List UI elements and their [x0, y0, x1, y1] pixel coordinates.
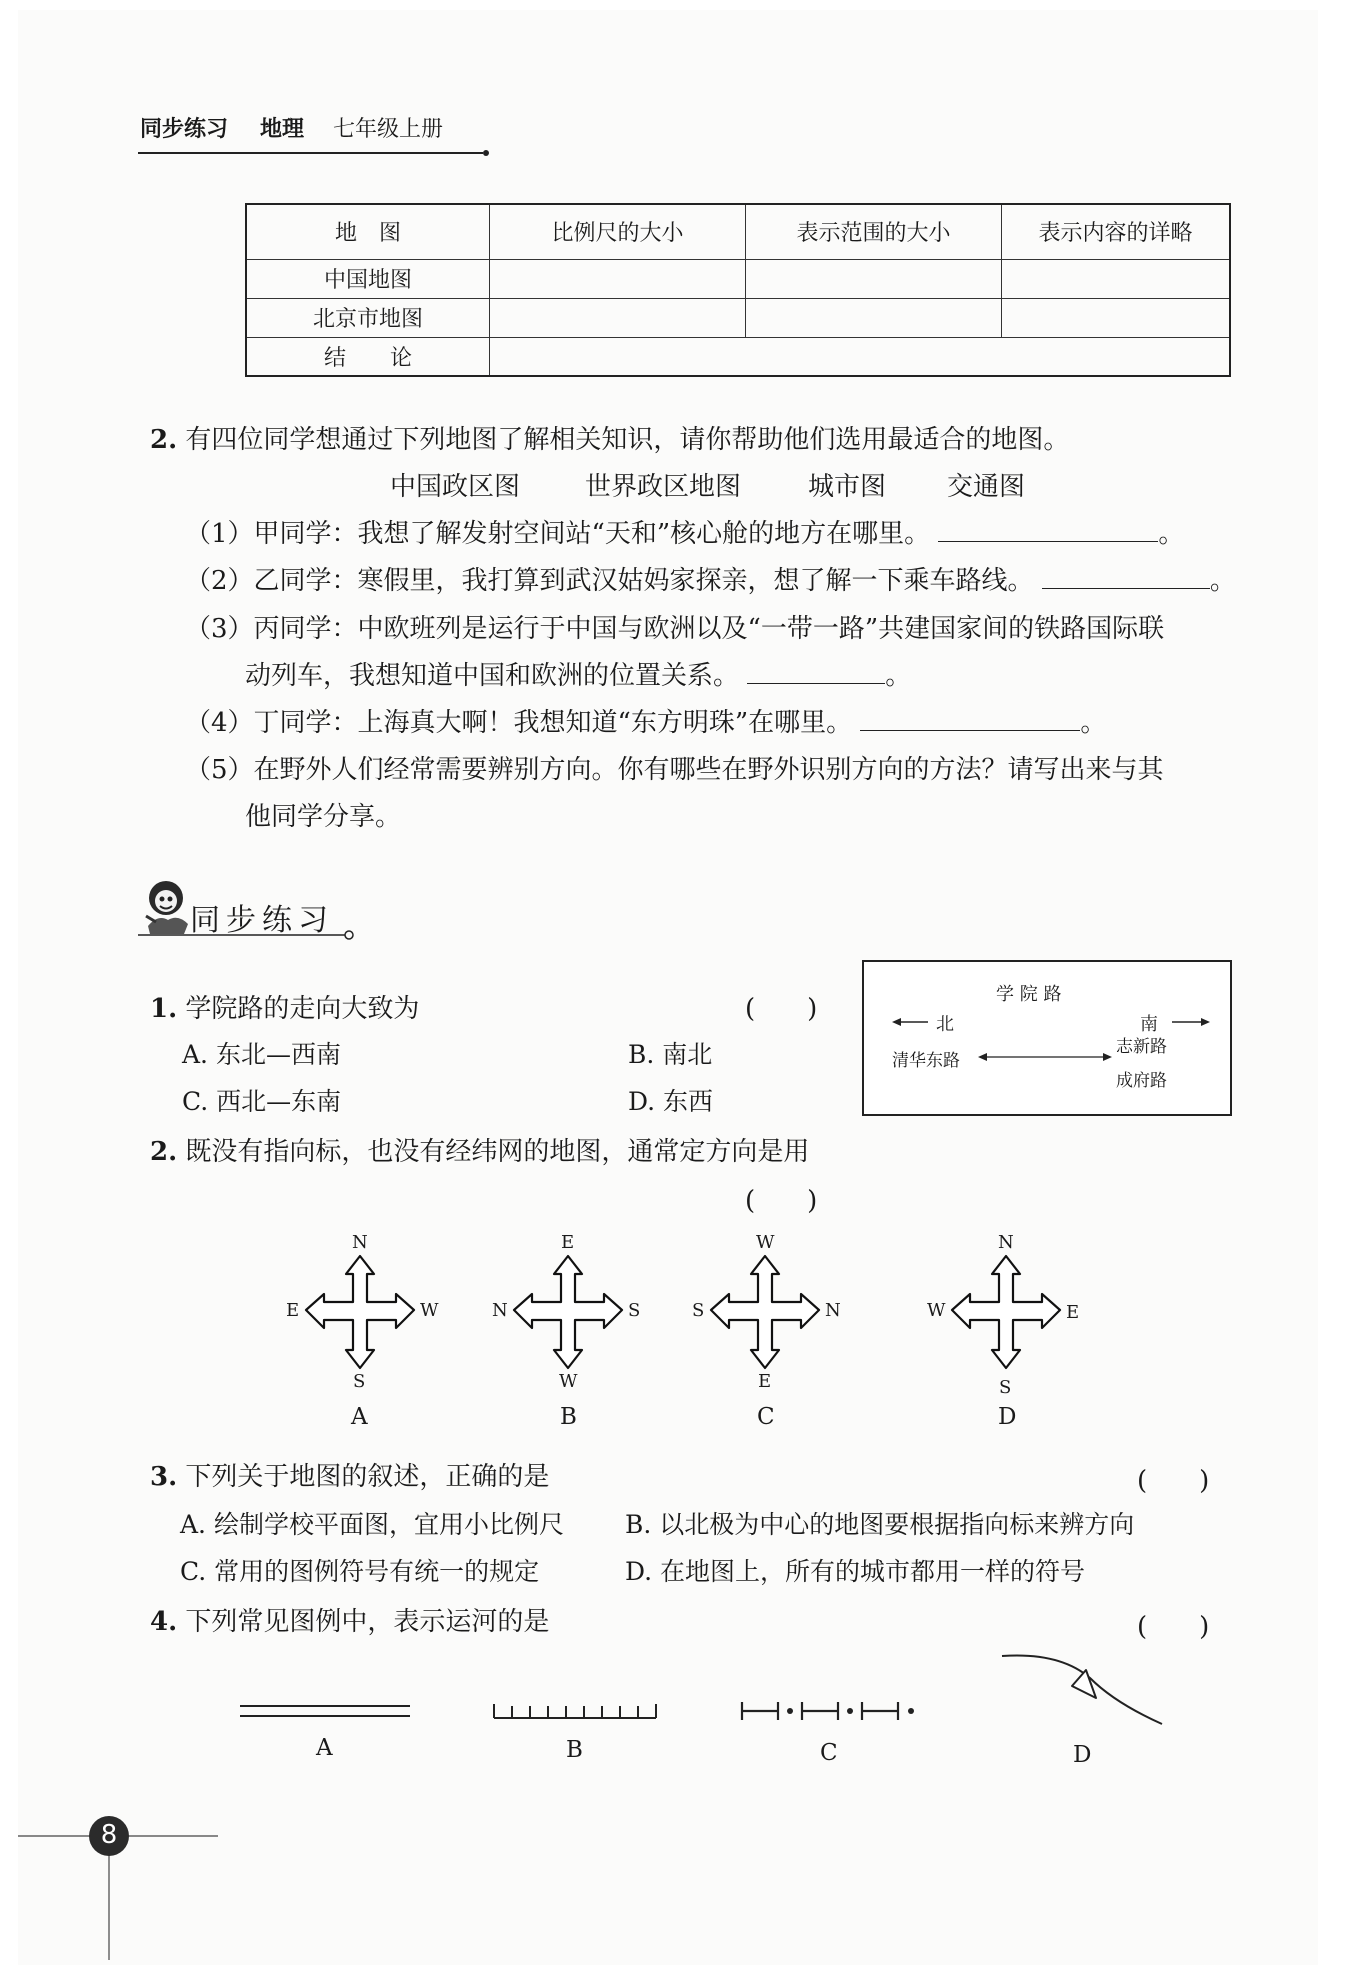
sub-number: （4）: [185, 708, 254, 738]
east-road-1: 志新路: [1116, 1037, 1167, 1057]
section-title: 同步练习: [190, 903, 334, 938]
table-header-cell: 地 图: [246, 204, 490, 259]
map-option: 城市图: [808, 472, 887, 502]
compass-arrows-icon: [300, 1252, 420, 1372]
legend-symbol-a[interactable]: [238, 1700, 414, 1724]
compass-right-label: W: [420, 1300, 439, 1321]
compass-top-label: W: [756, 1232, 775, 1253]
compass-bottom-label: E: [758, 1371, 772, 1392]
compass-arrows-icon: [946, 1252, 1066, 1372]
q2-stem: 既没有指向标，也没有经纬网的地图，通常定方向是用: [185, 1137, 810, 1167]
road-diagram: [862, 960, 1232, 1116]
q1-stem: 学院路的走向大致为: [185, 994, 420, 1024]
q3-option-c[interactable]: C. 常用的图例符号有统一的规定: [180, 1557, 540, 1586]
q3-stem: 下列关于地图的叙述，正确的是: [185, 1462, 550, 1492]
answer-blank[interactable]: [860, 710, 1080, 731]
compass-top-label: N: [352, 1232, 368, 1253]
sub-number: （1）: [185, 519, 254, 549]
arrow-left-icon: [892, 1016, 942, 1028]
q1-option-c[interactable]: C. 西北—东南: [182, 1087, 342, 1116]
north-label: 北: [936, 1014, 954, 1035]
sub-question-text: 乙同学：寒假里，我打算到武汉姑妈家探亲，想了解一下乘车路线。: [253, 566, 1034, 596]
q2-top-number: 2.: [150, 425, 178, 455]
map-option: 交通图: [947, 472, 1026, 502]
west-road: 清华东路: [892, 1051, 960, 1071]
sub-question-text: 甲同学：我想了解发射空间站“天和”核心舱的地方在哪里。: [253, 519, 931, 549]
table-row: [246, 259, 1230, 298]
header-underline: [138, 148, 493, 158]
compass-option-label: B: [560, 1404, 577, 1430]
q1-option-d[interactable]: D. 东西: [628, 1087, 714, 1116]
compass-top-label: N: [998, 1232, 1014, 1253]
compass-left-label: S: [692, 1300, 705, 1321]
header-series: 同步练习: [140, 117, 229, 142]
compass-left-label: E: [286, 1300, 300, 1321]
map-option: 世界政区地图: [585, 472, 742, 502]
table-header-cell: 表示范围的大小: [746, 204, 1002, 259]
compass-arrows-icon: [705, 1252, 825, 1372]
table-answer-cell[interactable]: [1002, 298, 1231, 337]
map-option: 中国政区图: [390, 472, 521, 502]
compass-bottom-label: W: [559, 1371, 578, 1392]
table-conclusion-cell[interactable]: [490, 337, 1231, 376]
comparison-table: [245, 203, 1231, 377]
table-header-cell: 表示内容的详略: [1002, 204, 1231, 259]
compass-top-label: E: [561, 1232, 575, 1253]
legend-symbol-c[interactable]: [738, 1698, 924, 1724]
legend-symbol-d[interactable]: [1000, 1648, 1170, 1738]
q3-option-d[interactable]: D. 在地图上，所有的城市都用一样的符号: [625, 1557, 1086, 1586]
double-arrow-icon: [978, 1050, 1114, 1064]
sub-question-text: 丙同学：中欧班列是运行于中国与欧洲以及“一带一路”共建国家间的铁路国际联: [253, 614, 1165, 644]
header-grade: 七年级上册: [333, 117, 444, 142]
section-underline: [138, 928, 358, 942]
q2-number: 2.: [150, 1137, 178, 1167]
table-answer-cell[interactable]: [1002, 259, 1231, 298]
south-label: 南: [1140, 1014, 1158, 1035]
compass-option-c[interactable]: [685, 1232, 845, 1432]
q1-option-a[interactable]: A. 东北—西南: [182, 1040, 341, 1069]
legend-label: A: [316, 1735, 333, 1761]
answer-paren[interactable]: ( ): [745, 994, 818, 1024]
road-title: 学 院 路: [996, 984, 1062, 1005]
compass-right-label: E: [1066, 1302, 1080, 1323]
compass-bottom-label: S: [353, 1371, 366, 1392]
table-row: [246, 298, 1230, 337]
header-subject: 地理: [260, 117, 305, 142]
compass-option-label: C: [757, 1404, 775, 1430]
sub-number: （2）: [185, 566, 254, 596]
sub-question-text: 丁同学：上海真大啊！我想知道“东方明珠”在哪里。: [253, 708, 853, 738]
table-header-row: [246, 204, 1230, 259]
page-number: 8: [100, 1820, 118, 1850]
compass-option-b[interactable]: [488, 1232, 648, 1432]
legend-symbol-b[interactable]: [490, 1696, 662, 1722]
table-row: [246, 337, 1230, 376]
compass-option-a[interactable]: [280, 1232, 440, 1432]
q1-number: 1.: [150, 994, 178, 1024]
answer-paren[interactable]: ( ): [1137, 1466, 1210, 1496]
answer-blank[interactable]: [1042, 568, 1210, 589]
compass-option-d[interactable]: [926, 1232, 1086, 1432]
table-answer-cell[interactable]: [746, 259, 1002, 298]
table-answer-cell[interactable]: [490, 298, 746, 337]
q3-option-a[interactable]: A. 绘制学校平面图，宜用小比例尺: [180, 1510, 564, 1539]
compass-option-label: D: [998, 1404, 1017, 1430]
arrow-right-icon: [1168, 1016, 1212, 1028]
compass-right-label: N: [825, 1300, 841, 1321]
answer-paren[interactable]: ( ): [1137, 1612, 1210, 1642]
legend-label: C: [820, 1740, 838, 1766]
answer-paren[interactable]: ( ): [745, 1186, 818, 1216]
sub-number: （3）: [185, 614, 254, 644]
q4-number: 4.: [150, 1607, 178, 1637]
east-road-2: 成府路: [1116, 1071, 1167, 1091]
q4-stem: 下列常见图例中，表示运河的是: [185, 1607, 550, 1637]
q1-option-b[interactable]: B. 南北: [628, 1040, 713, 1069]
q3-number: 3.: [150, 1462, 178, 1492]
legend-label: B: [566, 1737, 583, 1763]
compass-left-label: W: [927, 1300, 946, 1321]
sub-question-text: 动列车，我想知道中国和欧洲的位置关系。: [245, 661, 740, 691]
compass-bottom-label: S: [999, 1377, 1012, 1398]
compass-left-label: N: [492, 1300, 508, 1321]
sub-question-text: 他同学分享。: [245, 802, 402, 832]
table-row-label: 北京市地图: [246, 298, 490, 337]
q3-option-b[interactable]: B. 以北极为中心的地图要根据指向标来辨方向: [625, 1510, 1135, 1539]
answer-blank[interactable]: [747, 663, 885, 684]
sub-number: （5）: [185, 755, 254, 785]
table-header-cell: 比例尺的大小: [490, 204, 746, 259]
compass-arrows-icon: [508, 1252, 628, 1372]
legend-label: D: [1073, 1742, 1092, 1768]
sub-question-text: 在野外人们经常需要辨别方向。你有哪些在野外识别方向的方法？请写出来与其: [253, 755, 1164, 785]
q2-top-stem: 有四位同学想通过下列地图了解相关知识，请你帮助他们选用最适合的地图。: [185, 425, 1070, 455]
table-answer-cell[interactable]: [490, 259, 746, 298]
table-row-label: 结 论: [246, 337, 490, 376]
table-answer-cell[interactable]: [746, 298, 1002, 337]
answer-blank[interactable]: [938, 521, 1158, 542]
table-row-label: 中国地图: [246, 259, 490, 298]
compass-right-label: S: [628, 1300, 641, 1321]
compass-option-label: A: [351, 1404, 368, 1430]
